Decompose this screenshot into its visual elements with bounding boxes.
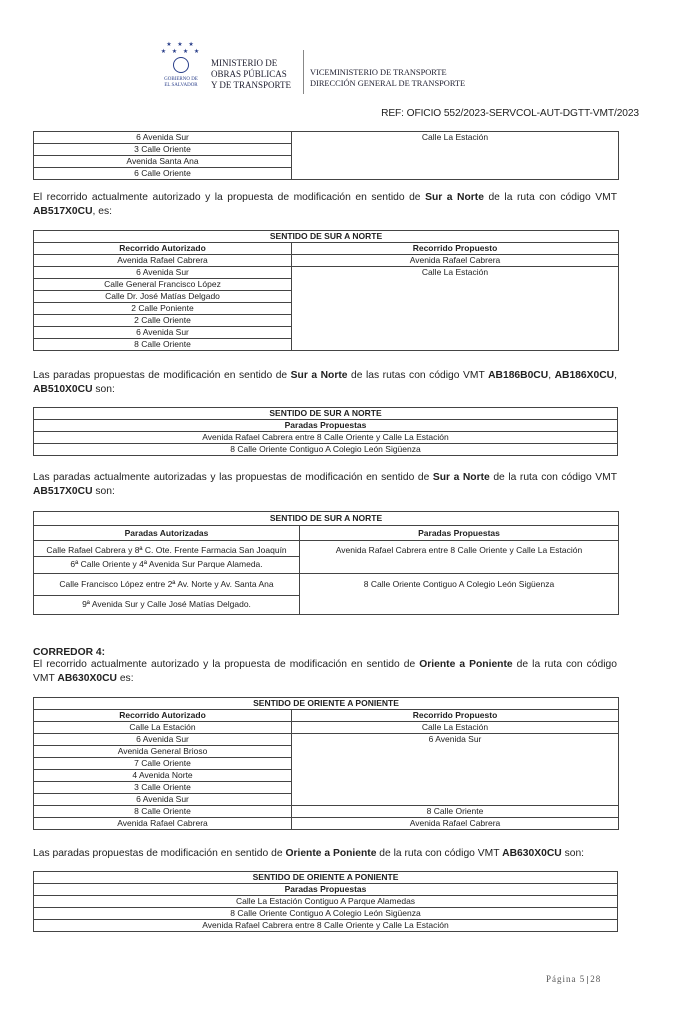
- paragraph-5: Las paradas propuestas de modificación en sentido de Oriente a Poniente de la ruta con código VMT AB630X0CU son:: [33, 848, 585, 859]
- table-cell: 9ª Avenida Sur y Calle José Matías Delgado.: [34, 596, 300, 615]
- table-cell: 6 Avenida Sur: [292, 734, 619, 806]
- table-cell: Calle La Estación: [292, 267, 619, 351]
- table-cell: 2 Calle Poniente: [34, 303, 292, 315]
- table-cell: 2 Calle Oriente: [34, 315, 292, 327]
- table-cell: 8 Calle Oriente Contiguo A Colegio León Sigüenza: [300, 574, 619, 615]
- table-cell: Avenida Santa Ana: [34, 156, 292, 168]
- section-heading: CORREDOR 4:: [33, 647, 106, 658]
- table-cell: 3 Calle Oriente: [34, 782, 292, 794]
- column-header: Recorrido Autorizado: [34, 243, 292, 255]
- stops-table-oriente-poniente: [33, 871, 618, 932]
- table-cell: 8 Calle Oriente Contiguo A Colegio León Sigüenza: [34, 908, 618, 920]
- continuation-table: [33, 131, 619, 180]
- table-cell: 6 Avenida Sur: [34, 327, 292, 339]
- page-footer: Página 5 28: [546, 974, 602, 984]
- table-cell: Calle General Francisco López: [34, 279, 292, 291]
- table-cell: Calle Rafael Cabrera y 8ª C. Ote. Frente Farmacia San Joaquín: [34, 541, 300, 557]
- table-cell: 8 Calle Oriente Contiguo A Colegio León Sigüenza: [34, 444, 618, 456]
- table-cell: 3 Calle Oriente: [34, 144, 292, 156]
- stops-table-sur-norte: [33, 407, 618, 456]
- gobierno-label: GOBIERNO DE EL SALVADOR: [164, 77, 198, 88]
- government-seal: [160, 42, 202, 98]
- stars-decoration: ★ ★ ★ ★ ★ ★ ★: [160, 42, 202, 55]
- table-cell: 6 Avenida Sur: [34, 734, 292, 746]
- stops-table-authorized-proposed: [33, 511, 619, 615]
- paragraph-3: Las paradas actualmente autorizadas y las propuestas de modificación en sentido de Sur a Norte de la ruta con código VMT AB517X0CU son:: [33, 472, 617, 497]
- table-title: SENTIDO DE ORIENTE A PONIENTE: [34, 698, 619, 710]
- paragraph-2: Las paradas propuestas de modificación en sentido de Sur a Norte de las rutas con código VMT AB186B0CU, AB186X0CU, AB510X0CU son:: [33, 370, 617, 395]
- coat-of-arms-icon: [173, 57, 189, 73]
- table-cell: 6 Avenida Sur: [34, 267, 292, 279]
- table-cell: Avenida Rafael Cabrera entre 8 Calle Oriente y Calle La Estación: [34, 920, 618, 932]
- table-cell: 6 Avenida Sur: [34, 794, 292, 806]
- route-table-sur-norte: [33, 230, 619, 351]
- table-cell: Avenida Rafael Cabrera: [34, 818, 292, 830]
- column-header: Recorrido Autorizado: [34, 710, 292, 722]
- table-cell: Calle La Estación: [34, 722, 292, 734]
- table-cell: Calle La Estación Contiguo A Parque Alamedas: [34, 896, 618, 908]
- reference-number: REF: OFICIO 552/2023-SERVCOL-AUT-DGTT-VMT/2023: [381, 108, 639, 119]
- table-cell: Calle La Estación: [292, 132, 619, 180]
- table-title: SENTIDO DE SUR A NORTE: [34, 231, 619, 243]
- table-cell: Calle Francisco López entre 2ª Av. Norte y Av. Santa Ana: [34, 574, 300, 596]
- footer-separator: [587, 976, 588, 984]
- vice-ministry-name: VICEMINISTERIO DE TRANSPORTE DIRECCIÓN GENERAL DE TRANSPORTE: [310, 68, 466, 88]
- table-cell: 4 Avenida Norte: [34, 770, 292, 782]
- table-cell: 7 Calle Oriente: [34, 758, 292, 770]
- table-cell: Avenida Rafael Cabrera entre 8 Calle Oriente y Calle La Estación: [34, 432, 618, 444]
- table-title: SENTIDO DE ORIENTE A PONIENTE: [34, 872, 618, 884]
- paragraph-4: El recorrido actualmente autorizado y la propuesta de modificación en sentido de Oriente a Poniente de la ruta con código VMT AB630X0CU es:: [33, 659, 618, 684]
- table-title: SENTIDO DE SUR A NORTE: [34, 512, 619, 526]
- table-cell: 6ª Calle Oriente y 4ª Avenida Sur Parque Alameda.: [34, 557, 300, 574]
- column-header: Recorrido Propuesto: [292, 710, 619, 722]
- table-title: SENTIDO DE SUR A NORTE: [34, 408, 618, 420]
- table-cell: Avenida Rafael Cabrera entre 8 Calle Oriente y Calle La Estación: [300, 541, 619, 574]
- table-cell: 6 Calle Oriente: [34, 168, 292, 180]
- paragraph-1: El recorrido actualmente autorizado y la propuesta de modificación en sentido de Sur a Norte de la ruta con código VMT AB517X0CU, es:: [33, 192, 617, 217]
- column-header: Paradas Propuestas: [34, 420, 618, 432]
- ministry-name: MINISTERIO DE OBRAS PÚBLICAS Y DE TRANSPORTE: [211, 58, 291, 90]
- table-cell: Avenida Rafael Cabrera: [292, 818, 619, 830]
- table-cell: Calle La Estación: [292, 722, 619, 734]
- column-header: Paradas Propuestas: [34, 884, 618, 896]
- column-header: Paradas Propuestas: [300, 526, 619, 541]
- column-header: Recorrido Propuesto: [292, 243, 619, 255]
- table-cell: 8 Calle Oriente: [34, 806, 292, 818]
- table-cell: Calle Dr. José Matías Delgado: [34, 291, 292, 303]
- table-cell: Avenida Rafael Cabrera: [292, 255, 619, 267]
- header-divider: [303, 50, 304, 94]
- table-cell: 6 Avenida Sur: [34, 132, 292, 144]
- table-cell: 8 Calle Oriente: [292, 806, 619, 818]
- column-header: Paradas Autorizadas: [34, 526, 300, 541]
- route-table-oriente-poniente: [33, 697, 619, 830]
- table-cell: 8 Calle Oriente: [34, 339, 292, 351]
- table-cell: Avenida General Brioso: [34, 746, 292, 758]
- table-cell: Avenida Rafael Cabrera: [34, 255, 292, 267]
